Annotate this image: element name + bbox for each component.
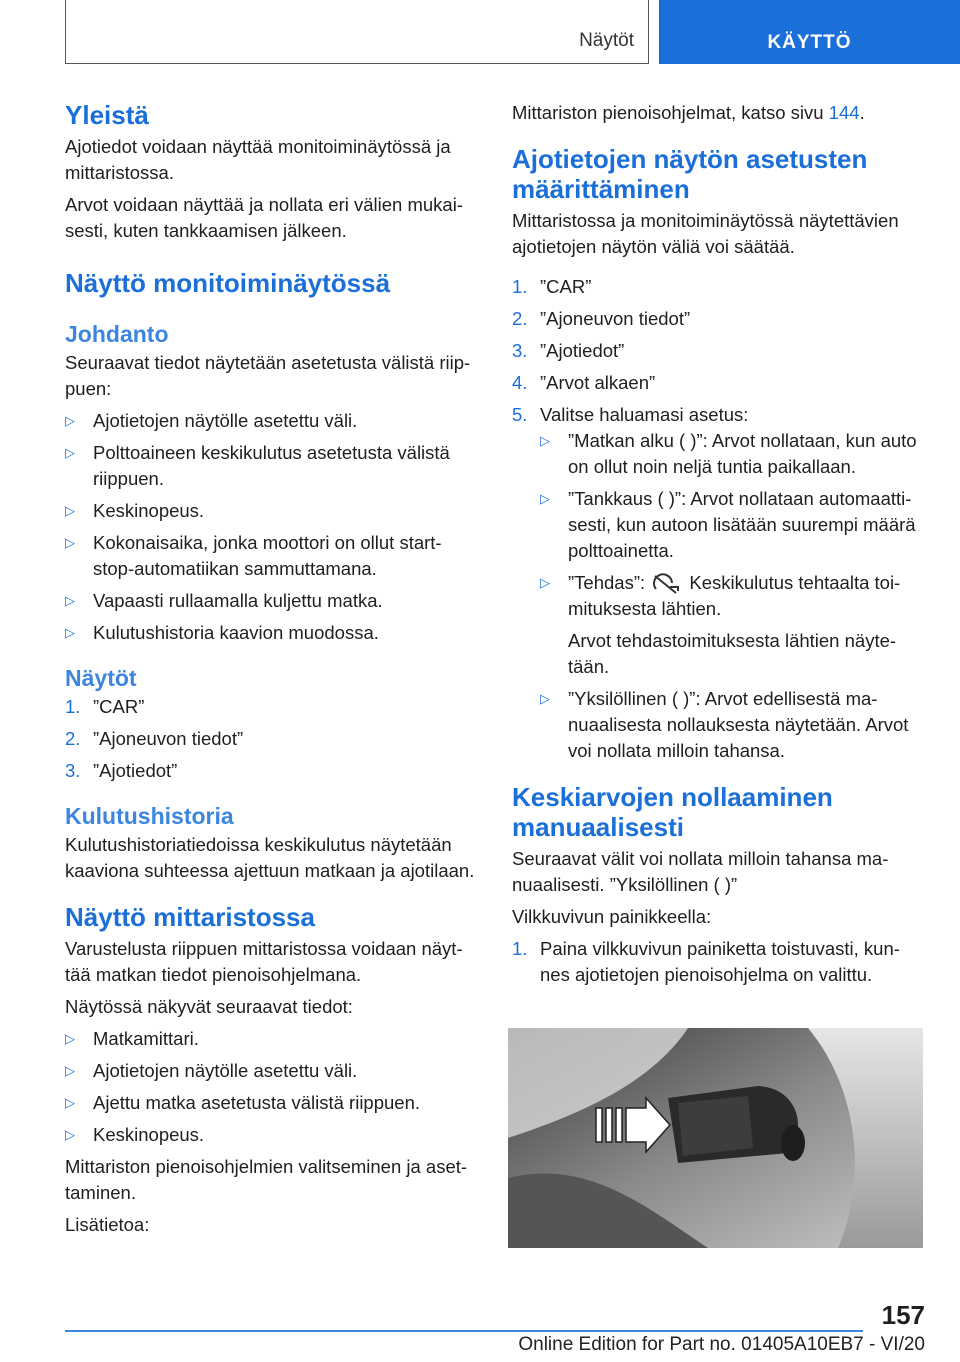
- paragraph: Kulutushistoriatiedoissa keskikulutus näytetään kaaviona suhteessa ajettuun matkaan ja ajotilaan.: [65, 834, 475, 881]
- turn-signal-lever-photo: [508, 1028, 923, 1248]
- list-item: ▷ Keskinopeus.: [65, 1122, 477, 1148]
- list-item: ▷ Vapaasti rullaamalla kuljettu matka.: [65, 588, 477, 614]
- triangle-bullet-icon: ▷: [65, 1127, 75, 1142]
- heading-monitoimi: Näyttö monitoiminäytössä: [65, 268, 391, 298]
- paragraph: Seuraavat välit voi nollata milloin tahansa ma-nuaalisesti. ”Yksilöllinen ( )”: [512, 848, 889, 895]
- footer-divider: [65, 1330, 863, 1332]
- triangle-bullet-icon: ▷: [540, 575, 550, 590]
- triangle-bullet-icon: ▷: [540, 491, 550, 506]
- paragraph: Mittariston pienoisohjelmien valitseminen ja aset-taminen.: [65, 1156, 468, 1203]
- list-item: ▷ Matkamittari.: [65, 1026, 477, 1052]
- triangle-bullet-icon: ▷: [65, 1031, 75, 1046]
- paragraph: Varustelusta riippuen mittaristossa voidaan näyt-tää matkan tiedot pienoisohjelmana.: [65, 938, 463, 985]
- footer-edition: Online Edition for Part no. 01405A10EB7 - VI/20: [518, 1334, 925, 1355]
- list-item: ▷ ”Yksilöllinen ( )”: Arvot edellisestä ma-nuaalisesta nollauksesta näytetään. Arvot voi nollata milloin tahansa.: [540, 688, 909, 761]
- triangle-bullet-icon: ▷: [540, 691, 550, 706]
- list-item: ▷ ”Matkan alku ( )”: Arvot nollataan, kun auto on ollut noin neljä tuntia paikallaan.: [540, 430, 917, 477]
- triangle-bullet-icon: ▷: [65, 503, 75, 518]
- header-section-title: Näytöt: [579, 30, 634, 51]
- list-item: ▷ ”Tankkaus ( )”: Arvot nollataan automaatti-sesti, kun autoon lisätään suurempi määrä polttoainetta.: [540, 488, 916, 561]
- page-link[interactable]: 144: [828, 102, 860, 123]
- list-item: ▷ Ajettu matka asetetusta välistä riippuen.: [65, 1090, 477, 1116]
- list-item: ▷ Ajotietojen näytölle asetettu väli.: [65, 1058, 477, 1084]
- factory-reset-icon: [650, 573, 684, 595]
- triangle-bullet-icon: ▷: [65, 593, 75, 608]
- heading-naytot: Näytöt: [65, 665, 137, 691]
- list-item: 1. Paina vilkkuvivun painiketta toistuvasti, kun-nes ajotietojen pienoisohjelma on valittu.: [512, 938, 900, 985]
- list-item: 1. ”CAR”: [65, 696, 145, 717]
- paragraph: Arvot tehdastoimituksesta lähtien näyte-tään.: [568, 630, 897, 677]
- right-column: [512, 100, 928, 994]
- heading-johdanto: Johdanto: [65, 321, 169, 347]
- list-item: ▷ Polttoaineen keskikulutus asetetusta välistä riippuen.: [65, 442, 450, 489]
- paragraph: Vilkkuvivun painikkeella:: [512, 906, 712, 927]
- paragraph: Näytössä näkyvät seuraavat tiedot:: [65, 996, 353, 1017]
- options-list: [540, 428, 928, 764]
- page-number: 157: [881, 1300, 925, 1330]
- list-item: 5. Valitse haluamasi asetus: ▷ ”Matkan alku ( )”: Arvot nollataan, kun auto on ollut noin neljä tuntia paikallaan. ▷ ”Tankkaus ( )”: Arvot nollataan automaatti-sesti, kun autoon lisätään suurempi määrä polttoainetta. ▷ ”Tehdas”: Keskikulutus tehtaalta toi-mituksesta lähtien. Arvot tehdastoimituksesta lähtien näyte-tään. ▷ ”Yksilöllinen ( )”: Arvot edellisestä ma-nuaalisesta nollauksesta näytetään. Arvot voi nollata milloin tahansa.: [512, 402, 928, 764]
- list-item: 2. ”Ajoneuvon tiedot”: [65, 728, 244, 749]
- header-frame: [65, 0, 649, 64]
- nollaus-list: [512, 936, 928, 988]
- list-item: 4. ”Arvot alkaen”: [512, 372, 656, 393]
- list-item: ▷ Keskinopeus.: [65, 498, 477, 524]
- list-item: ▷ Kokonaisaika, jonka moottori on ollut start-stop-automatiikan sammuttamana.: [65, 532, 442, 579]
- heading-kulutushistoria: Kulutushistoria: [65, 803, 234, 829]
- paragraph: Ajotiedot voidaan näyttää monitoiminäytössä ja mittaristossa.: [65, 136, 451, 183]
- left-column: [65, 100, 477, 1244]
- triangle-bullet-icon: ▷: [65, 1063, 75, 1078]
- triangle-bullet-icon: ▷: [65, 625, 75, 640]
- paragraph: Mittaristossa ja monitoiminäytössä näytettävien ajotietojen näytön väliä voi säätää.: [512, 210, 899, 257]
- paragraph: Arvot voidaan näyttää ja nollata eri välien mukai-sesti, kuten tankkaamisen jälkeen.: [65, 194, 463, 241]
- header-chapter-tab: KÄYTTÖ: [659, 0, 960, 64]
- triangle-bullet-icon: ▷: [65, 535, 75, 550]
- triangle-bullet-icon: ▷: [540, 433, 550, 448]
- list-item: ▷ ”Tehdas”: Keskikulutus tehtaalta toi-mituksesta lähtien. Arvot tehdastoimituksesta lähtien näyte-tään.: [540, 570, 928, 680]
- heading-mittaristo: Näyttö mittaristossa: [65, 902, 315, 932]
- list-item: 1. ”CAR”: [512, 276, 592, 297]
- triangle-bullet-icon: ▷: [65, 445, 75, 460]
- paragraph: Lisätietoa:: [65, 1214, 150, 1235]
- steps-list: [512, 274, 928, 764]
- johdanto-list: [65, 408, 477, 646]
- heading-asetus: Ajotietojen näytön asetusten määrittäminen: [512, 144, 868, 204]
- triangle-bullet-icon: ▷: [65, 413, 75, 428]
- list-item: 2. ”Ajoneuvon tiedot”: [512, 308, 691, 329]
- heading-yleista: Yleistä: [65, 100, 149, 130]
- page-header: [0, 0, 960, 66]
- cross-reference: Mittariston pienoisohjelmat, katso sivu 144.: [512, 102, 865, 123]
- mittaristo-list: [65, 1026, 477, 1148]
- naytot-list: [65, 694, 477, 784]
- list-item: 3. ”Ajotiedot”: [65, 760, 178, 781]
- triangle-bullet-icon: ▷: [65, 1095, 75, 1110]
- heading-nollaus: Keskiarvojen nollaaminen manuaalisesti: [512, 782, 833, 842]
- list-item: ▷ Kulutushistoria kaavion muodossa.: [65, 620, 477, 646]
- list-item: ▷ Ajotietojen näytölle asetettu väli.: [65, 408, 477, 434]
- list-item: 3. ”Ajotiedot”: [512, 340, 625, 361]
- paragraph: Seuraavat tiedot näytetään asetetusta välistä riip-puen:: [65, 352, 471, 399]
